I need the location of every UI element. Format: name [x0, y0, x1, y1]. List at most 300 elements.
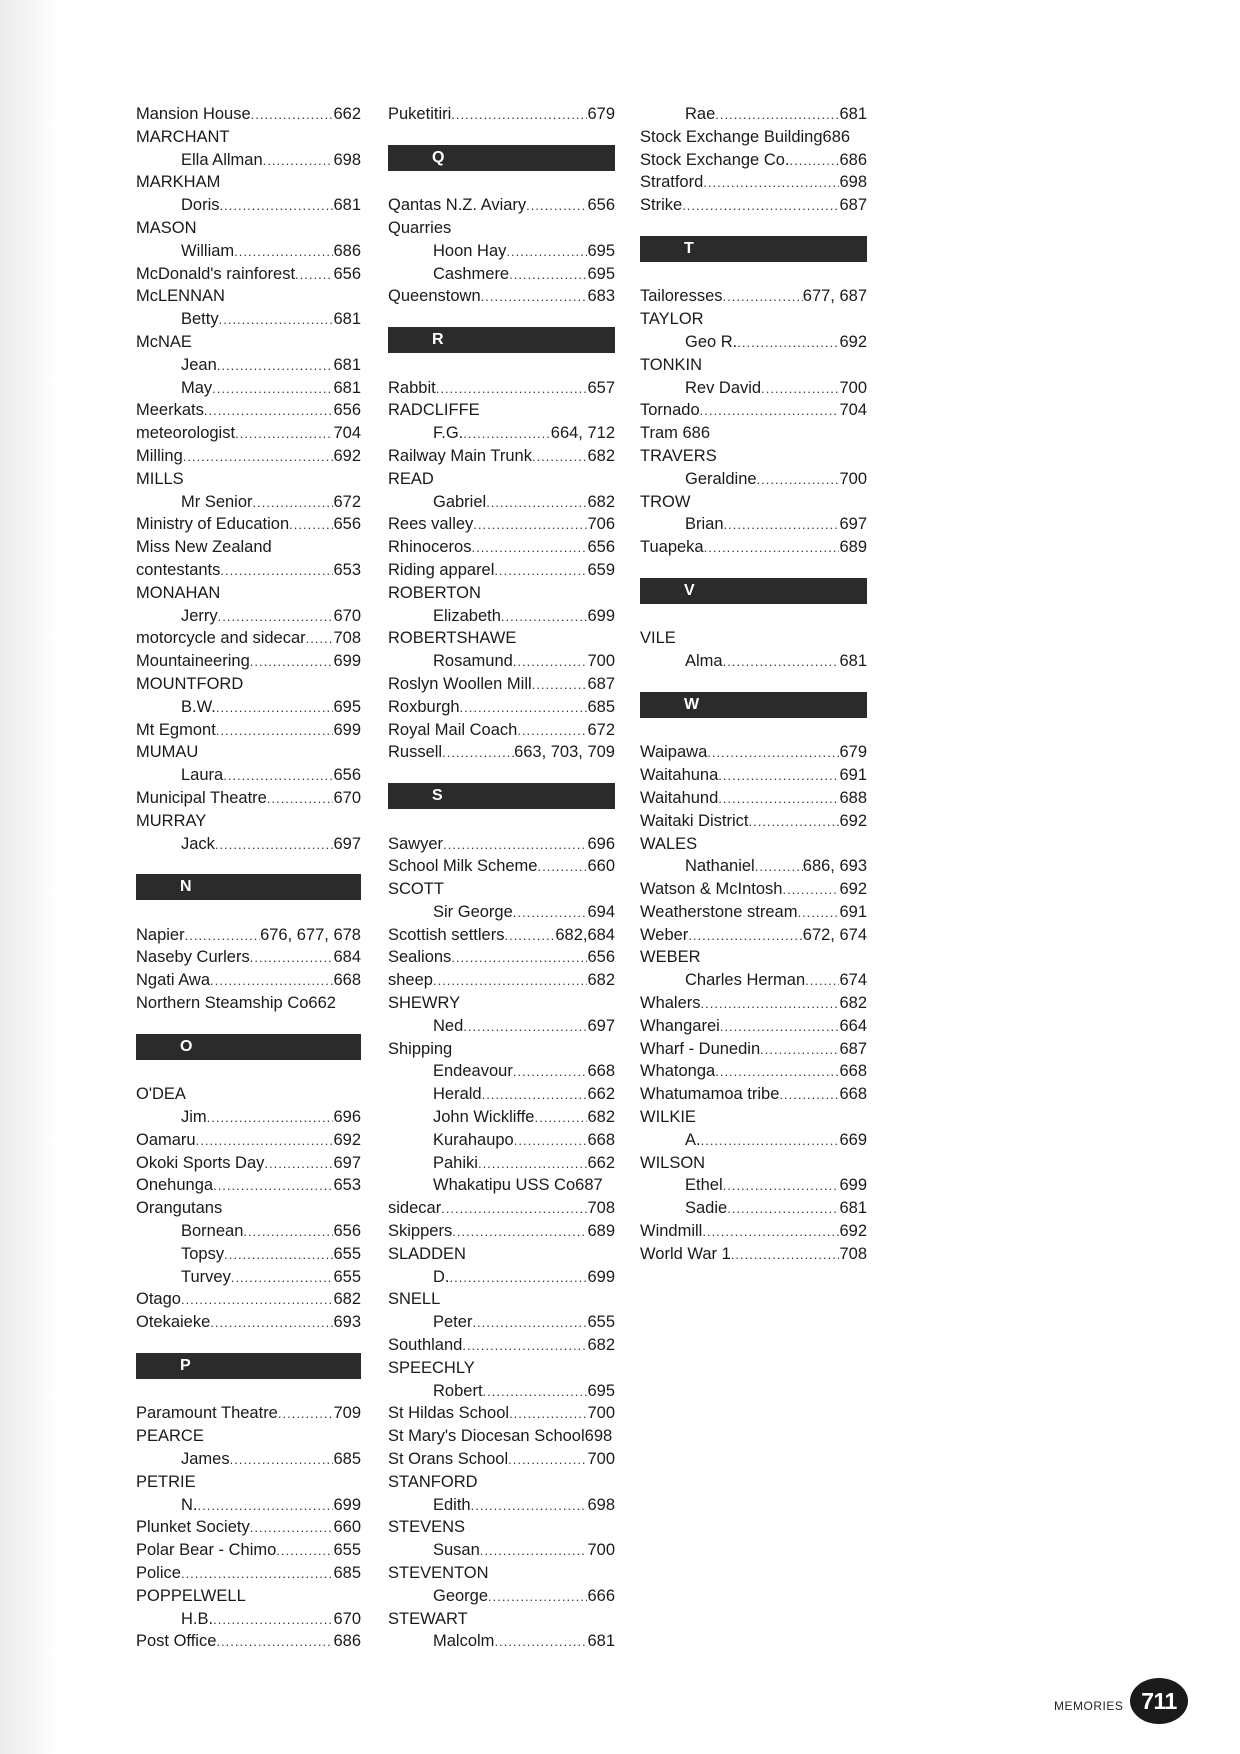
entry-pages: 664, 712 [550, 424, 615, 443]
index-subentry [640, 513, 867, 536]
entry-name: Wharf - Dunedin [640, 1039, 761, 1058]
entry-pages: 700 [587, 1541, 615, 1560]
entry-pages: 655 [333, 1267, 361, 1286]
index-entry [640, 1083, 867, 1106]
index-entry [640, 1220, 867, 1243]
entry-name: Waitaki District [640, 811, 749, 830]
entry-name: Jerry [181, 606, 218, 625]
entry-name: Sir George [433, 902, 513, 921]
index-subentry [136, 605, 361, 628]
entry-name: B.W. [181, 697, 216, 716]
index-entry [136, 1288, 361, 1311]
entry-pages: 686, 693 [802, 857, 867, 876]
index-subentry [136, 1448, 361, 1471]
entry-pages: 692 [839, 1222, 867, 1241]
dot-leader [782, 879, 839, 902]
entry-pages: 691 [839, 766, 867, 785]
entry-pages: 682 [839, 994, 867, 1013]
index-heading: SPEECHLY [388, 1358, 475, 1377]
index-heading: MUMAU [136, 743, 199, 762]
index-entry [388, 103, 615, 126]
entry-name: Brian [685, 515, 724, 534]
index-entry [640, 399, 867, 422]
page-gutter-shadow [0, 0, 58, 1754]
entry-pages: 708 [839, 1244, 867, 1263]
index-entry [640, 149, 867, 172]
dot-leader [509, 264, 587, 287]
entry-name: Rae [685, 105, 716, 123]
dot-leader [688, 925, 802, 948]
dot-leader [433, 970, 588, 993]
entry-name: John Wickliffe [433, 1108, 535, 1127]
entry-pages: 681 [333, 378, 361, 397]
entry-pages: 676, 677, 678 [260, 925, 361, 944]
section-letter: R [388, 327, 615, 353]
index-subentry [388, 1152, 615, 1175]
index-subentry [136, 149, 361, 172]
dot-leader [443, 834, 587, 857]
entry-name: George [433, 1586, 489, 1605]
index-heading: TAYLOR [640, 310, 704, 329]
entry-pages: 689 [839, 538, 867, 557]
entry-pages: 662 [333, 105, 361, 123]
dot-leader [501, 606, 588, 629]
entry-pages: 697 [587, 1016, 615, 1035]
index-heading: READ [388, 469, 434, 488]
entry-name: Betty [181, 310, 219, 329]
entry-pages: 656 [333, 1222, 361, 1241]
entry-pages: 698 [333, 150, 361, 169]
dot-leader [718, 765, 839, 788]
entry-name: Waitahuna [640, 766, 719, 785]
index-heading: Tram 686 [640, 424, 710, 443]
entry-name: May [181, 378, 213, 397]
entry-pages: 653 [333, 560, 361, 579]
dot-leader [463, 1016, 587, 1039]
entry-pages: 687 [587, 674, 615, 693]
index-entry [388, 969, 615, 992]
index-subentry [136, 377, 361, 400]
entry-pages: 695 [587, 1381, 615, 1400]
index-heading: POPPELWELL [136, 1586, 246, 1605]
dot-leader [723, 651, 840, 674]
index-subentry [640, 1129, 867, 1152]
footer-book-title: MEMORIES [1054, 1699, 1124, 1713]
dot-leader [264, 1153, 333, 1176]
index-heading: MONAHAN [136, 583, 221, 602]
index-entry [640, 741, 867, 764]
dot-leader [480, 1540, 588, 1563]
entry-pages: 692 [333, 1130, 361, 1149]
entry-pages: 655 [587, 1313, 615, 1332]
index-entry [388, 719, 615, 742]
dot-leader [224, 1244, 333, 1267]
index-entry [136, 1630, 361, 1653]
index-subentry [388, 605, 615, 628]
entry-pages: 681 [333, 310, 361, 329]
index-entry [388, 377, 615, 400]
entry-pages: 697 [333, 834, 361, 853]
entry-name: Hoon Hay [433, 241, 507, 260]
index-entry [640, 924, 867, 947]
entry-name: Scottish settlers [388, 925, 505, 944]
index-entry [388, 946, 615, 969]
index-entry [136, 1516, 361, 1539]
dot-leader [718, 788, 839, 811]
entry-pages: 682,684 [555, 925, 615, 944]
index-entry [388, 1448, 615, 1471]
entry-name: St Hildas School [388, 1404, 510, 1423]
index-entry [388, 536, 615, 559]
entry-pages: 700 [839, 469, 867, 488]
entry-name: Stock Exchange Co. [640, 150, 790, 169]
entry-pages: 695 [587, 241, 615, 260]
entry-name: Jack [181, 834, 215, 853]
entry-pages: 686 [333, 241, 361, 260]
index-heading: TONKIN [640, 355, 703, 374]
index-entry [640, 1060, 867, 1083]
entry-pages: 682 [587, 1108, 615, 1127]
entry-pages: 656 [333, 264, 361, 283]
entry-name: Gabriel [433, 492, 487, 511]
index-entry [640, 171, 867, 194]
entry-pages: 655 [333, 1541, 361, 1560]
entry-pages: 699 [587, 1267, 615, 1286]
index-entry [388, 1334, 615, 1357]
dot-leader [185, 925, 260, 948]
index-entry [136, 1152, 361, 1175]
entry-pages: 656 [333, 766, 361, 785]
section-letter: S [388, 783, 615, 809]
entry-name: St Orans School [388, 1450, 509, 1469]
dot-leader [278, 1403, 334, 1426]
dot-leader [755, 856, 803, 879]
entry-pages: 699 [333, 720, 361, 739]
index-entry [640, 810, 867, 833]
dot-leader [471, 537, 587, 560]
entry-name: D. [433, 1267, 450, 1286]
index-entry [136, 1402, 361, 1425]
index-heading: SNELL [388, 1290, 441, 1309]
entry-pages: 692 [839, 880, 867, 899]
dot-leader [779, 1084, 839, 1107]
entry-name: F.G. [433, 424, 464, 443]
index-column-3 [640, 103, 867, 1266]
entry-name: Royal Mail Coach [388, 720, 518, 739]
entry-name: Paramount Theatre [136, 1404, 278, 1423]
entry-name: Watson & McIntosh [640, 880, 783, 899]
entry-pages: 681 [839, 652, 867, 671]
index-heading: Shipping [388, 1039, 453, 1058]
entry-pages: 700 [587, 1450, 615, 1469]
section-letter: P [136, 1353, 361, 1379]
dot-leader [441, 1198, 587, 1221]
dot-leader [223, 765, 333, 788]
index-entry [388, 1220, 615, 1243]
entry-name: meteorologist [136, 424, 236, 443]
entry-name: Whatumamoa tribe [640, 1085, 780, 1104]
index-heading: Whakatipu USS Co687 [433, 1176, 603, 1195]
entry-pages: 704 [839, 401, 867, 420]
entry-pages: 692 [839, 332, 867, 351]
dot-leader [218, 606, 334, 629]
dot-leader [723, 1175, 840, 1198]
index-entry [640, 878, 867, 901]
index-entry [136, 650, 361, 673]
entry-pages: 687 [839, 196, 867, 215]
index-entry [136, 1539, 361, 1562]
index-heading: STANFORD [388, 1472, 478, 1491]
entry-name: Waipawa [640, 743, 708, 762]
dot-leader [702, 1221, 839, 1244]
entry-name: Edith [433, 1495, 471, 1514]
index-entry [136, 627, 361, 650]
index-heading: SCOTT [388, 880, 444, 899]
entry-name: Plunket Society [136, 1518, 250, 1537]
entry-name: contestants [136, 560, 221, 579]
index-entry [640, 992, 867, 1015]
index-subentry [388, 1311, 615, 1334]
entry-pages: 683 [587, 287, 615, 306]
index-subentry [136, 833, 361, 856]
entry-pages: 686 [839, 150, 867, 169]
entry-name: sheep [388, 971, 433, 990]
entry-pages: 684 [333, 948, 361, 967]
index-heading: MARCHANT [136, 127, 230, 146]
dot-leader [526, 195, 587, 218]
entry-name: Okoki Sports Day [136, 1153, 265, 1172]
entry-name: Topsy [181, 1244, 225, 1263]
index-subentry [388, 1266, 615, 1289]
index-entry [388, 513, 615, 536]
index-entry [388, 445, 615, 468]
index-heading: Quarries [388, 218, 452, 237]
entry-name: Rabbit [388, 378, 436, 397]
entry-name: Stratford [640, 173, 704, 192]
entry-name: Elizabeth [433, 606, 501, 625]
index-subentry [388, 1083, 615, 1106]
entry-name: Kurahaupo [433, 1130, 514, 1149]
letter-section [136, 1334, 361, 1402]
entry-pages: 687 [839, 1039, 867, 1058]
dot-leader [720, 1016, 840, 1039]
entry-name: Municipal Theatre [136, 788, 267, 807]
dot-leader [212, 378, 333, 401]
index-heading: MOUNTFORD [136, 674, 244, 693]
entry-name: motorcycle and sidecar [136, 629, 306, 648]
dot-leader [251, 104, 334, 127]
entry-name: Rev David [685, 378, 762, 397]
dot-leader [210, 1312, 333, 1335]
index-entry [388, 741, 615, 764]
entry-name: Cashmere [433, 264, 510, 283]
entry-pages: 653 [333, 1176, 361, 1195]
index-heading: PETRIE [136, 1472, 196, 1491]
index-subentry [136, 1106, 361, 1129]
entry-pages: 694 [587, 902, 615, 921]
entry-pages: 668 [333, 971, 361, 990]
letter-section [388, 764, 615, 832]
dot-leader [472, 1312, 587, 1335]
dot-leader [198, 1495, 334, 1518]
dot-leader [761, 378, 839, 401]
index-subentry [136, 1220, 361, 1243]
entry-name: Strike [640, 196, 683, 215]
entry-name: Alma [685, 652, 723, 671]
entry-name: Sealions [388, 948, 452, 967]
dot-leader [482, 1084, 588, 1107]
dot-leader [243, 1221, 333, 1244]
entry-name: Laura [181, 766, 224, 785]
entry-name: Naseby Curlers [136, 948, 250, 967]
index-heading: MASON [136, 218, 197, 237]
dot-leader [537, 856, 587, 879]
entry-pages: 668 [839, 1062, 867, 1081]
entry-name: Southland [388, 1336, 463, 1355]
entry-name: Mt Egmont [136, 720, 216, 739]
dot-leader [267, 788, 334, 811]
entry-pages: 663, 703, 709 [514, 743, 615, 762]
entry-name: Geraldine [685, 469, 757, 488]
entry-pages: 692 [333, 446, 361, 465]
dot-leader [215, 834, 334, 857]
dot-leader [250, 1517, 334, 1540]
index-entry [136, 1174, 361, 1197]
dot-leader [213, 1175, 333, 1198]
entry-pages: 677, 687 [802, 287, 867, 306]
index-heading: ROBERTON [388, 583, 481, 602]
index-heading: Orangutans [136, 1199, 223, 1218]
entry-name: Tuapeka [640, 538, 704, 557]
dot-leader [451, 104, 587, 127]
index-subentry [136, 1494, 361, 1517]
entry-name: Malcolm [433, 1632, 495, 1651]
entry-name: Jean [181, 355, 217, 374]
entry-name: McDonald's rainforest [136, 264, 296, 283]
index-heading: SHEWRY [388, 994, 461, 1013]
index-subentry [136, 308, 361, 331]
dot-leader [231, 1267, 334, 1290]
index-entry [640, 194, 867, 217]
index-heading: PEARCE [136, 1427, 204, 1446]
entry-name: Charles Herman [685, 971, 806, 990]
dot-leader [534, 1107, 587, 1130]
section-letter: W [640, 692, 867, 718]
dot-leader [481, 286, 588, 309]
dot-leader [513, 1061, 588, 1084]
entry-pages: 700 [839, 378, 867, 397]
entry-pages: 709 [333, 1404, 361, 1423]
index-subentry [136, 1266, 361, 1289]
entry-pages: 704 [333, 424, 361, 443]
entry-pages: 668 [587, 1062, 615, 1081]
index-heading: McLENNAN [136, 287, 225, 306]
index-subentry [388, 1106, 615, 1129]
entry-name: Ella Allman [181, 150, 263, 169]
dot-leader [494, 560, 587, 583]
index-subentry [640, 650, 867, 673]
entry-name: Polar Bear - Chimo [136, 1541, 277, 1560]
dot-leader [250, 947, 334, 970]
dot-leader [289, 514, 333, 537]
entry-pages: 691 [839, 902, 867, 921]
entry-pages: 700 [587, 652, 615, 671]
entry-pages: 670 [333, 788, 361, 807]
index-heading: RADCLIFFE [388, 401, 480, 420]
entry-pages: 670 [333, 606, 361, 625]
dot-leader [220, 195, 334, 218]
entry-pages: 681 [333, 355, 361, 374]
entry-name: H.B. [181, 1609, 214, 1628]
dot-leader [276, 1540, 333, 1563]
entry-name: Russell [388, 743, 443, 762]
entry-pages: 664 [839, 1016, 867, 1035]
dot-leader [715, 104, 839, 127]
index-heading: TRAVERS [640, 446, 717, 465]
entry-pages: 668 [587, 1130, 615, 1149]
dot-leader [506, 241, 587, 264]
index-entry [136, 1562, 361, 1585]
index-subentry [136, 491, 361, 514]
index-subentry [388, 263, 615, 286]
dot-leader [757, 469, 840, 492]
index-heading: WILSON [640, 1153, 706, 1172]
index-entry [136, 969, 361, 992]
letter-section [136, 1015, 361, 1083]
dot-leader [183, 446, 334, 469]
entry-pages: 681 [333, 196, 361, 215]
dot-leader [724, 514, 840, 537]
index-subentry [136, 1243, 361, 1266]
index-subentry [136, 194, 361, 217]
index-heading: Stock Exchange Building686 [640, 127, 851, 146]
dot-leader [217, 355, 334, 378]
index-subentry [640, 103, 867, 126]
dot-leader [700, 400, 840, 423]
dot-leader [436, 378, 588, 401]
entry-name: N. [181, 1495, 198, 1514]
entry-name: Sawyer [388, 834, 444, 853]
dot-leader [207, 1107, 334, 1130]
index-entry [388, 855, 615, 878]
dot-leader [220, 560, 333, 583]
index-entry [388, 1197, 615, 1220]
index-entry [388, 696, 615, 719]
entry-name: Mr Senior [181, 492, 253, 511]
index-subentry [388, 491, 615, 514]
dot-leader [703, 172, 839, 195]
index-entry [388, 673, 615, 696]
entry-name: Doris [181, 196, 220, 215]
index-entry [388, 1402, 615, 1425]
index-entry [136, 924, 361, 947]
entry-pages: 660 [333, 1518, 361, 1537]
entry-pages: 697 [333, 1153, 361, 1172]
dot-leader [478, 1153, 588, 1176]
index-subentry [640, 377, 867, 400]
dot-leader [486, 492, 587, 515]
index-heading: Miss New Zealand [136, 538, 272, 557]
entry-name: Weber [640, 925, 689, 944]
entry-pages: 685 [333, 1564, 361, 1582]
dot-leader [460, 697, 588, 720]
entry-name: Onehunga [136, 1176, 214, 1195]
section-letter: O [136, 1034, 361, 1060]
index-heading: SLADDEN [388, 1244, 466, 1263]
index-entry [136, 559, 361, 582]
index-heading: St Mary's Diocesan School698 [388, 1427, 613, 1446]
dot-leader [442, 742, 514, 765]
